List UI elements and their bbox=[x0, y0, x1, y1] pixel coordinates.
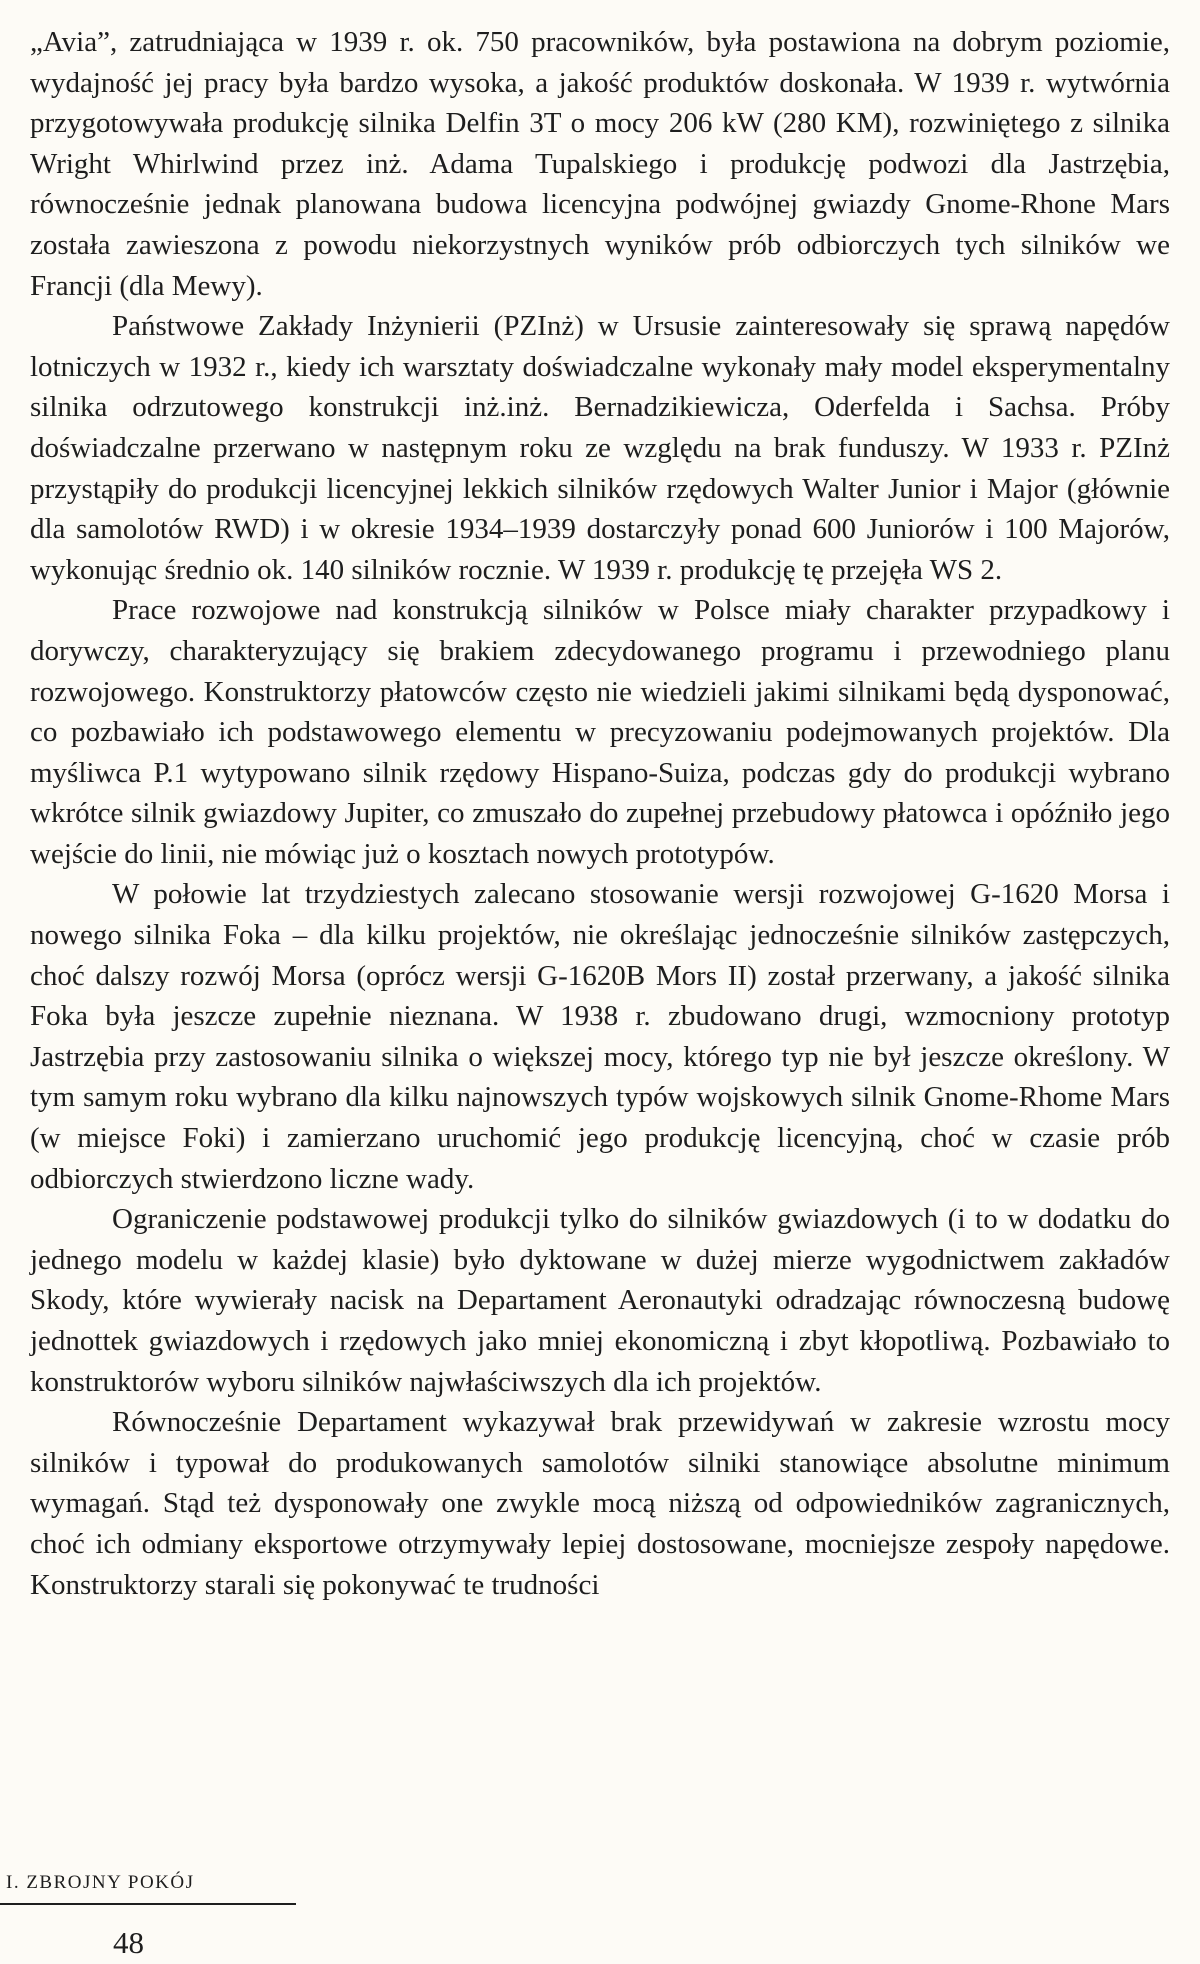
paragraph-development-work: Prace rozwojowe nad konstrukcją silników w Polsce miały charakter przypadkowy i dorywczy, charakteryzujący się brakiem zdecydowanego programu i przewodniego planu rozwojowego. Konstruktorzy płatowców często nie wiedzieli jakimi silnikami będą dysponować, co pozbawiało ich podstawowego elementu w precyzowaniu podejmowanych projektów. Dla myśliwca P.1 wytypowano silnik rzędowy Hispano-Suiza, podczas gdy do produkcji wybrano wkrótce silnik gwiazdowy Jupiter, co zmuszało do zupełnej przebudowy płatowca i opóźniło jego wejście do linii, nie mówiąc już o kosztach nowych prototypów. bbox=[30, 594, 1170, 870]
section-label: I. ZBROJNY POKÓJ bbox=[6, 1872, 195, 1893]
body-text bbox=[30, 22, 1170, 1605]
paragraph-radial-limitation: Ograniczenie podstawowej produkcji tylko do silników gwiazdowych (i to w dodatku do jednego modelu w każdej klasie) było dyktowane w dużej mierze wygodnictwem zakładów Skody, które wywierały nacisk na Departament Aeronautyki odradzając równoczesną budowę jednottek gwiazdowych i rzędowych jako mniej ekonomiczną i zbyt kłopotliwą. Pozbawiało to konstruktorów wyboru silników najwłaściwszych dla ich projektów. bbox=[30, 1203, 1170, 1398]
paragraph-avia: „Avia”, zatrudniająca w 1939 r. ok. 750 pracowników, była postawiona na dobrym poziomie, wydajność jej pracy była bardzo wysoka, a jakość produktów doskonała. W 1939 r. wytwórnia przygotowywała produkcję silnika Delfin 3T o mocy 206 kW (280 KM), rozwiniętego z silnika Wright Whirlwind przez inż. Adama Tupalskiego i produkcję podwozi dla Jastrzębia, równocześnie jednak planowana budowa licencyjna podwójnej gwiazdy Gnome-Rhone Mars została zawieszona z powodu niekorzystnych wyników prób odbiorczych tych silników we Francji (dla Mewy). bbox=[30, 26, 1170, 302]
paragraph-power-growth: Równocześnie Departament wykazywał brak przewidywań w zakresie wzrostu mocy silników i typował do produkowanych samolotów silniki stanowiące absolutne minimum wymagań. Stąd też dysponowały one zwykle mocą niższą od odpowiedników zagranicznych, choć ich odmiany eksportowe otrzymywały lepiej dostosowane, mocniejsze zespoły napędowe. Konstruktorzy starali się pokonywać te trudności bbox=[30, 1406, 1170, 1601]
footer-divider bbox=[0, 1903, 296, 1905]
page-number: 48 bbox=[113, 1925, 144, 1960]
paragraph-pzinz: Państwowe Zakłady Inżynierii (PZInż) w Ursusie zainteresowały się sprawą napędów lotniczych w 1932 r., kiedy ich warsztaty doświadczalne wykonały mały model eksperymentalny silnika odrzutowego konstrukcji inż.inż. Bernadzikiewicza, Oderfelda i Sachsa. Próby doświadczalne przerwano w następnym roku ze względu na brak funduszy. W 1933 r. PZInż przystąpiły do produkcji licencyjnej lekkich silników rzędowych Walter Junior i Major (głównie dla samolotów RWD) i w okresie 1934–1939 dostarczyły ponad 600 Juniorów i 100 Majorów, wykonując średnio ok. 140 silników rocznie. W 1939 r. produkcję tę przejęła WS 2. bbox=[30, 310, 1170, 586]
paragraph-mid-thirties: W połowie lat trzydziestych zalecano stosowanie wersji rozwojowej G-1620 Morsa i nowego silnika Foka – dla kilku projektów, nie określając jednocześnie silników zastępczych, choć dalszy rozwój Morsa (oprócz wersji G-1620B Mors II) został przerwany, a jakość silnika Foka była jeszcze zupełnie nieznana. W 1938 r. zbudowano drugi, wzmocniony prototyp Jastrzębia przy zastosowaniu silnika o większej mocy, którego typ nie był jeszcze określony. W tym samym roku wybrano dla kilku najnowszych typów wojskowych silnik Gnome-Rhome Mars (w miejsce Foki) i zamierzano uruchomić jego produkcję licencyjną, choć w czasie prób odbiorczych stwierdzono liczne wady. bbox=[30, 878, 1170, 1195]
